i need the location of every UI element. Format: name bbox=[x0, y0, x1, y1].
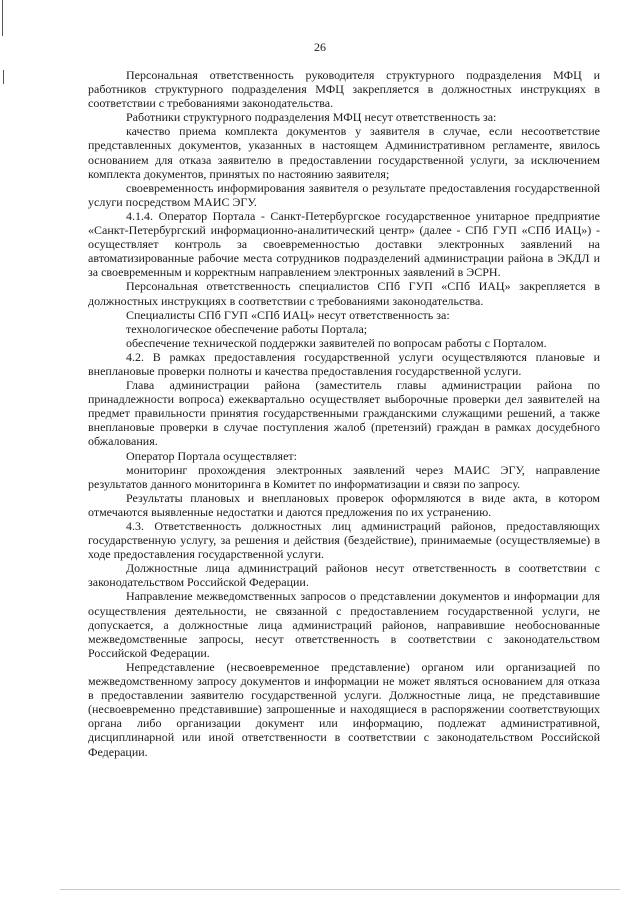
paragraph: Работники структурного подразделения МФЦ несут ответственность за: bbox=[126, 110, 497, 125]
paragraph: технологическое обеспечение работы Портала; bbox=[126, 321, 368, 336]
paragraph: 4.1.4. Оператор Портала - Санкт-Петербургское государственное унитарное предприятие «Санкт-Петербургский информационно-аналитический центр» (далее - СПб ГУП «СПб ИАЦ») - осуществляет контроль за своевременностью доставки электронных заявлений на автоматизированные рабочие места сотрудников подразделений администрации района в ЭКДЛ и за своевременным и корректным направлением электронных заявлений в ЭСРН. bbox=[88, 208, 600, 280]
paragraph: Глава администрации района (заместитель главы администрации района по принадлежности вопроса) ежеквартально осуществляет выборочные проверки дел заявителей на предмет правильности принятия государственными гражданскими служащими решений, а также внеплановые проверки в случае поступления жалоб (претензий) граждан в рамках досудебного обжалования. bbox=[88, 378, 600, 449]
document-body bbox=[88, 68, 600, 759]
paragraph: качество приема комплекта документов у заявителя в случае, если несоответствие представленных документов, указанных в настоящем Административном регламенте, явилось основанием для отказа заявителю в предоставлении государственной услуги, за исключением комплекта документов, принятых по настоянию заявителя; bbox=[88, 124, 600, 181]
paragraph: Персональная ответственность специалистов СПб ГУП «СПб ИАЦ» закрепляется в должностных инструкциях в соответствии с требованиями законодательства. bbox=[88, 279, 600, 308]
scan-margin-mark bbox=[3, 70, 4, 84]
scan-margin-mark bbox=[2, 0, 3, 36]
paragraph: Оператор Портала осуществляет: bbox=[126, 448, 297, 463]
paragraph: 4.2. В рамках предоставления государственной услуги осуществляются плановые и внеплановые проверки полноты и качества предоставления государственной услуги. bbox=[88, 349, 600, 378]
paragraph: Должностные лица администраций районов несут ответственность в соответствии с законодательством Российской Федерации. bbox=[88, 561, 600, 590]
paragraph: Непредставление (несвоевременное представление) органом или организацией по межведомственному запросу документов и информации не может являться основанием для отказа в предоставлении заявителю государственной услуги. Должностные лица, не представившие (несвоевременно представившие) запрошенные и находящиеся в распоряжении соответствующих органа либо организации документ или информацию, подлежат административной, дисциплинарной или иной ответственности в соответствии с законодательством Российской Федерации. bbox=[88, 659, 600, 759]
scan-bottom-edge bbox=[60, 889, 620, 890]
paragraph: мониторинг прохождения электронных заявлений через МАИС ЭГУ, направление результатов данного мониторинга в Комитет по информатизации и связи по запросу. bbox=[88, 462, 600, 491]
page-number: 26 bbox=[314, 40, 326, 54]
paragraph: Результаты плановых и внеплановых проверок оформляются в виде акта, в котором отмечаются выявленные недостатки и даются предложения по их устранению. bbox=[88, 490, 600, 519]
paragraph: обеспечение технической поддержки заявителей по вопросам работы с Порталом. bbox=[126, 335, 547, 350]
paragraph: своевременность информирования заявителя о результате предоставления государственной услуги посредством МАИС ЭГУ. bbox=[88, 180, 600, 209]
paragraph: Специалисты СПб ГУП «СПб ИАЦ» несут ответственность за: bbox=[126, 307, 450, 322]
paragraph: Направление межведомственных запросов о представлении документов и информации для осуществления деятельности, не связанной с предоставлением государственной услуги, не допускается, а должностные лица администраций районов, направившие необоснованные межведомственные запросы, несут ответственность в соответствии с законодательством Российской Федерации. bbox=[88, 589, 600, 660]
paragraph: Персональная ответственность руководителя структурного подразделения МФЦ и работников структурного подразделения МФЦ закрепляется в должностных инструкциях в соответствии с требованиями законодательства. bbox=[88, 68, 600, 111]
paragraph: 4.3. Ответственность должностных лиц администраций районов, предоставляющих государственную услугу, за решения и действия (бездействие), принимаемые (осуществляемые) в ходе предоставления государственной услуги. bbox=[88, 519, 600, 562]
